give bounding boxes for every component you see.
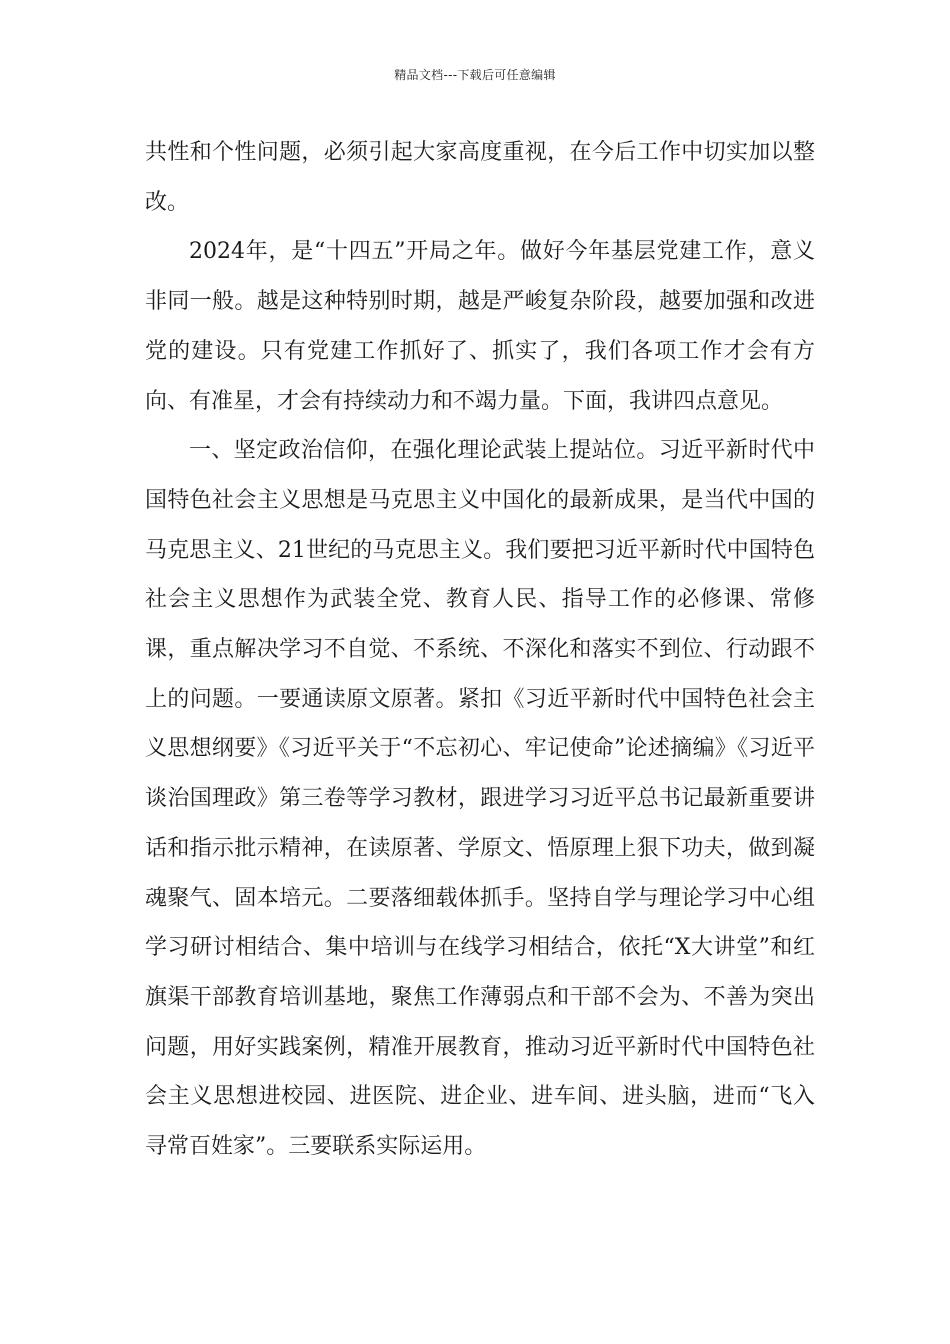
document-body — [145, 128, 815, 1172]
paragraph-section-one: 一、坚定政治信仰，在强化理论武装上提站位。习近平新时代中国特色社会主义思想是马克思主义中国化的最新成果，是当代中国的马克思主义、21世纪的马克思主义。我们要把习近平新时代中国特色社会主义思想作为武装全党、教育人民、指导工作的必修课、常修课，重点解决学习不自觉、不系统、不深化和落实不到位、行动跟不上的问题。一要通读原文原著。紧扣《习近平新时代中国特色社会主义思想纲要》《习近平关于“不忘初心、牢记使命”论述摘编》《习近平谈治国理政》第三卷等学习教材，跟进学习习近平总书记最新重要讲话和指示批示精神，在读原著、学原文、悟原理上狠下功夫，做到凝魂聚气、固本培元。二要落细载体抓手。坚持自学与理论学习中心组学习研讨相结合、集中培训与在线学习相结合，依托“X大讲堂”和红旗渠干部教育培训基地，聚焦工作薄弱点和干部不会为、不善为突出问题，用好实践案例，精准开展教育，推动习近平新时代中国特色社会主义思想进校园、进医院、进企业、进车间、进头脑，进而“飞入寻常百姓家”。三要联系实际运用。 — [145, 438, 815, 1160]
paragraph-intro: 2024年，是“十四五”开局之年。做好今年基层党建工作，意义非同一般。越是这种特别时期，越是严峻复杂阶段，越要加强和改进党的建设。只有党建工作抓好了、抓实了，我们各项工作才会有方向、有准星，才会有持续动力和不竭力量。下面，我讲四点意见。 — [145, 239, 815, 414]
page-header: 精品文档---下载后可任意编辑 — [394, 68, 556, 82]
paragraph-continued: 共性和个性问题，必须引起大家高度重视，在今后工作中切实加以整改。 — [145, 140, 815, 215]
